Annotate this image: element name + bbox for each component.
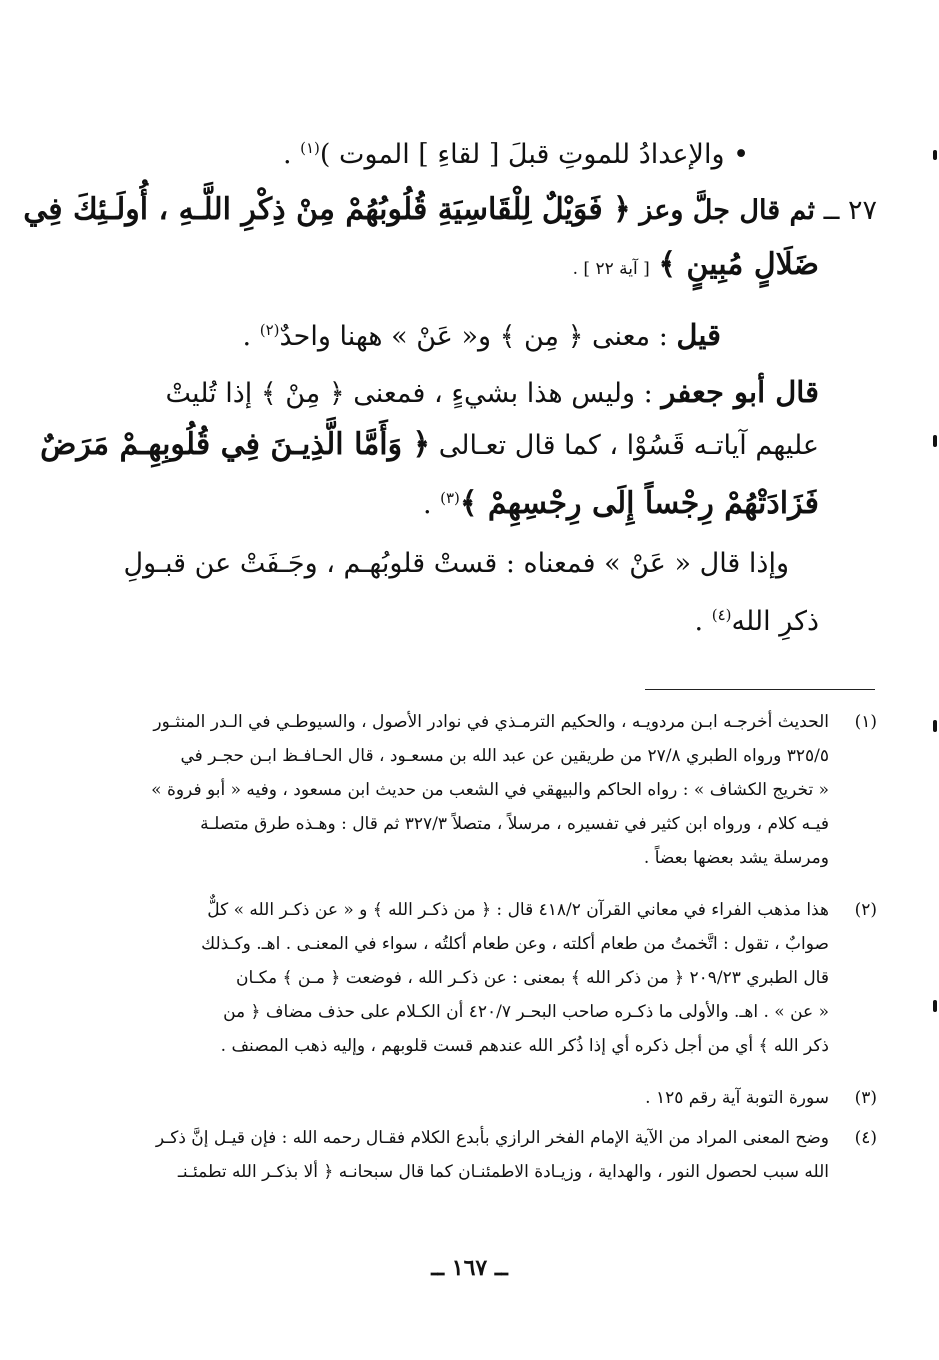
ayah-reference: [ آية ٢٢ ] .: [572, 259, 650, 279]
an-line-1: [120, 544, 789, 584]
line-end: .: [282, 139, 301, 170]
footnote-number: (٢): [854, 900, 877, 920]
quran-quote-continued: ضَلَالٍ مُبِينٍ ﴾: [658, 247, 819, 282]
footnote-ref: (٣): [440, 489, 460, 507]
scan-mark: [933, 435, 937, 447]
main-line-1: [200, 128, 749, 175]
qil-label: قيل: [676, 318, 721, 352]
line-end: .: [242, 321, 260, 352]
footnote-2-line-5: ذكر الله ﴾ أي من أجل ذكره أي إذا ذُكر الله عندهم قست قلوبهم ، وإليه ذهب المصنف .: [220, 1036, 829, 1056]
an-text-2: ذكرِ الله: [731, 606, 819, 637]
verse-27-line-2: [400, 245, 819, 289]
footnote-2-line-2: صوابٌ ، تقول : اتَّخمتُ من طعام أكلته ، وعن طعام أكلتُه ، سواء في المعنـى . اهـ. وكـذلك: [201, 934, 829, 954]
verse-number: ٢٧ ــ: [823, 195, 877, 226]
footnote-4-line-2: الله سبب لحصول النور ، والهداية ، وزيـادة الاطمئنـان كما قال سبحانـه ﴿ ألا بذكـر الله تطمئـنـ: [177, 1162, 829, 1182]
verse-27-line-1: [23, 190, 877, 231]
footnote-ref: (٢): [259, 321, 280, 339]
footnote-1-line-5: ومرسلة يشد بعضها بعضاً .: [643, 848, 829, 868]
quran-quote-continued: فَزَادَتْهُمْ رِجْساً إِلَى رِجْسِهِمْ ﴾: [459, 486, 819, 521]
abu-jafar-text: : وليس هذا بشيءٍ ، فمعنى ﴿ مِنْ ﴾ إذا تُليتْ: [165, 378, 653, 409]
abu-jafar-line-3: [380, 478, 819, 525]
footnote-2-line-1: هذا مذهب الفراء في معاني القرآن ٤١٨/٢ قال : ﴿ من ذكـر الله ﴾ و « عن ذكـر الله » كلٌّ: [207, 900, 829, 920]
an-text: وإذا قال « عَنْ » فمعناه : قستْ قلوبُهـم ، وجَـفَتْ عن قبـولِ: [123, 548, 789, 579]
footnote-3-line-1: سورة التوبة آية رقم ١٢٥ .: [645, 1088, 829, 1108]
quran-quote: ﴿ فَوَيْلٌ لِلْقَاسِيَةِ قُلُوبُهُمْ مِنْ ذِكْرِ اللَّـهِ ، أُولَـئِكَ فِي: [23, 192, 631, 227]
footnote-number: (٣): [854, 1088, 877, 1108]
footnote-1-line-4: فيـه كلام ، ورواه ابن كثير في تفسيره ، مرسلاً ، متصلاً ٣٢٧/٣ ثم قال : وهـذه طرق متصلـة: [200, 814, 829, 834]
footnote-ref: (١): [300, 139, 320, 157]
footnote-1-line-3: « تخريج الكشاف » : رواه الحاكم والبيهقي في الشعب من حديث ابن مسعود ، وفيه « أبو فروة »: [151, 780, 829, 800]
line-end: .: [422, 489, 441, 520]
footnote-number: (١): [854, 712, 877, 732]
footnote-1-line-1: الحديث أخرجـه ابـن مردويـه ، والحكيم الترمـذي في نوادر الأصول ، والسيوطـي في الـدر المنثـور: [153, 712, 829, 732]
footnote-2-line-4: « عن » . اهـ. والأولى ما ذكـره صاحب البحـر ٤٢٠/٧ أن الكـلام على حذف مضاف ﴿ من: [223, 1002, 829, 1022]
footnote-separator: [645, 689, 875, 690]
footnote-ref: (٤): [711, 606, 732, 624]
scan-mark: [933, 720, 937, 732]
footnote-1-line-2: ٣٢٥/٥ ورواه الطبري ٢٧/٨ من طريقين عن عبد الله بن مسعـود ، قال الحـافـظ ابـن حجـر في: [180, 746, 829, 766]
page-number: ــ ١٦٧ ــ: [431, 1255, 508, 1281]
scan-mark: [933, 150, 937, 160]
abu-jafar-line-2: [40, 425, 819, 466]
line-end: .: [694, 606, 712, 637]
qil-text: : معنى ﴿ مِن ﴾ و« عَنْ » ههنا واحدٌ: [279, 321, 668, 352]
an-line-2: [580, 595, 819, 642]
scan-mark: [933, 1000, 937, 1012]
footnote-number: (٤): [854, 1128, 877, 1148]
abu-jafar-line-1: [120, 372, 819, 414]
qil-line: [240, 310, 721, 357]
quran-quote: ﴿ وَأَمَّا الَّذِيـنَ فِي قُلُوبِهِـمْ مَرَضٌ: [40, 427, 431, 462]
footnote-2-line-3: قال الطبري ٢٠٩/٢٣ ﴿ من ذكر الله ﴾ بمعنى : عن ذكـر الله ، فوضعت ﴿ مـن ﴾ مكـان: [235, 968, 829, 988]
footnote-4-line-1: وضح المعنى المراد من الآية الإمام الفخر الرازي بأبدع الكلام فقـال رحمه الله : فإن قيـل إنَّ ذكـر: [155, 1128, 829, 1148]
abu-jafar-text-2: عليهم آياتـه قَسُوْا ، كما قال تعـالى: [438, 430, 819, 461]
bullet-text: • والإعدادُ للموتِ قبلَ [ لقاءِ ] الموت ): [319, 139, 749, 170]
abu-jafar-label: قال أبو جعفر: [661, 375, 819, 409]
verse-lead: ثم قال جلَّ وعز: [639, 195, 815, 226]
